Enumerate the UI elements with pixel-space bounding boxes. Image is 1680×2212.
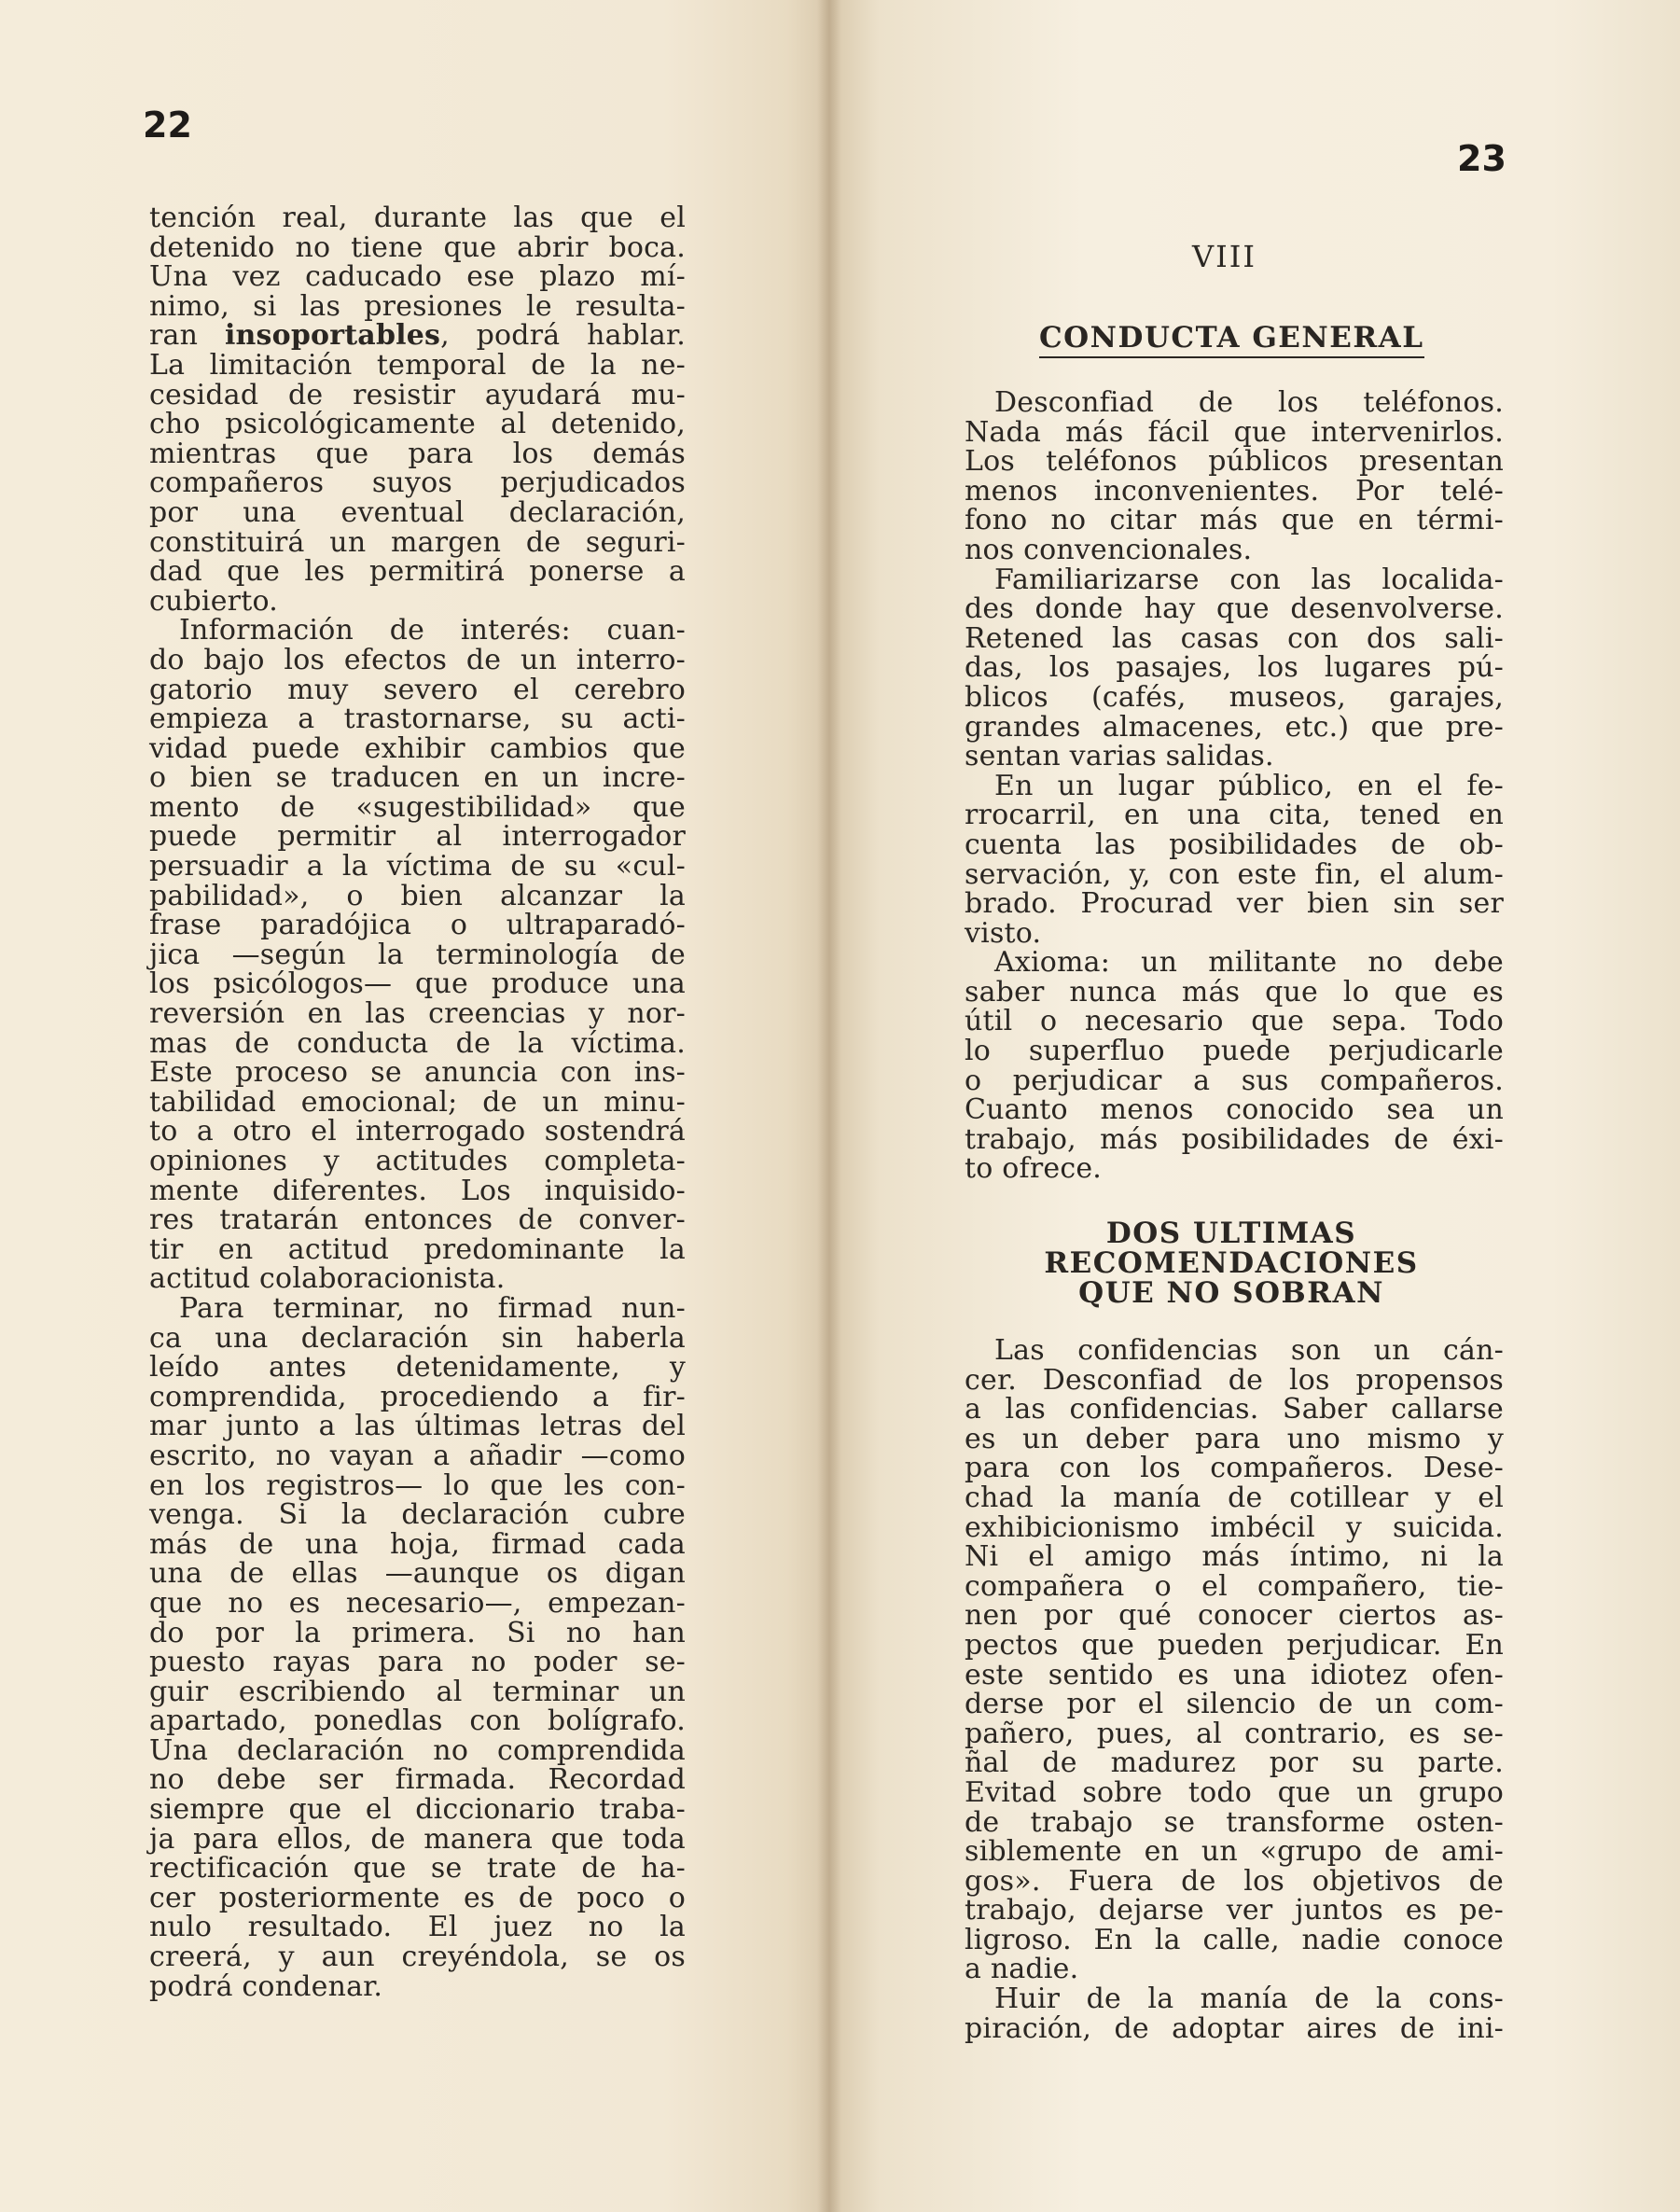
text-line: tención real, durante las que el [149, 202, 686, 234]
text-line: Ni el amigo más íntimo, ni la [965, 1540, 1504, 1574]
text-line: ja para ellos, de manera que toda [149, 1822, 686, 1856]
text-line: persuadir a la víctima de su «cul- [149, 850, 686, 883]
text-line: opiniones y actitudes completa- [149, 1145, 686, 1177]
text-line: mar junto a las últimas letras del [149, 1410, 686, 1443]
text-line: los psicólogos— que produce una [149, 967, 686, 1001]
text-line: gatorio muy severo el cerebro [149, 673, 686, 706]
text-line: a las confidencias. Saber callarse [965, 1393, 1504, 1426]
text-line: gos». Fuera de los objetivos de [965, 1864, 1504, 1898]
text-line: pectos que pueden perjudicar. En [965, 1628, 1504, 1662]
text-line: de trabajo se transforme osten- [965, 1805, 1504, 1839]
text-line: este sentido es una idiotez ofen- [965, 1658, 1504, 1691]
text-line: piración, de adoptar aires de ini- [965, 2011, 1504, 2045]
text-line: Una declaración no comprendida [149, 1733, 686, 1767]
text-line: Evitad sobre todo que un grupo [965, 1775, 1504, 1809]
text-line: Información de interés: cuan- [179, 614, 686, 647]
section-title-line: QUE NO SOBRAN [1078, 1276, 1384, 1310]
left-page-number: 22 [143, 104, 192, 146]
text-line: compañera o el compañero, tie- [965, 1569, 1504, 1603]
text-line: to a otro el interrogado sostendrá [149, 1115, 686, 1148]
text-line: no debe ser firmada. Recordad [149, 1763, 686, 1797]
text-line: apartado, ponedlas con bolígrafo. [149, 1704, 686, 1738]
text-line: Huir de la manía de la cons- [994, 1982, 1504, 2016]
chapter-number: VIII [1192, 239, 1257, 274]
text-line: ñal de madurez por su parte. [965, 1746, 1504, 1780]
text-line: ligroso. En la calle, nadie conoce [965, 1923, 1504, 1956]
text-line: pabilidad», o bien alcanzar la [149, 879, 686, 912]
text-line: detenido no tiene que abrir boca. [149, 230, 686, 264]
text-line: cubierto. [149, 584, 278, 618]
text-line: res tratarán entonces de conver- [149, 1203, 686, 1237]
text-line: siempre que el diccionario traba- [149, 1793, 686, 1827]
text-line: Las confidencias son un cán- [994, 1334, 1504, 1367]
text-line: pañero, pues, al contrario, es se- [965, 1717, 1504, 1750]
dos-ultimas-text [965, 1336, 1504, 2043]
text-line: exhibicionismo imbécil y suicida. [965, 1510, 1504, 1544]
section-title-dos-ultimas [1007, 1218, 1455, 1308]
text-line: do bajo los efectos de un interro- [149, 643, 686, 676]
text-line: cuenta las posibilidades de ob- [965, 828, 1504, 861]
text-line: Axioma: un militante no debe [994, 946, 1504, 980]
text-line: grandes almacenes, etc.) que pre- [965, 710, 1504, 744]
text-line: por una eventual declaración, [149, 495, 686, 529]
text-line: escrito, no vayan a añadir —como [149, 1439, 686, 1472]
text-line: empieza a trastornarse, su acti- [149, 703, 686, 736]
text-line: a nadie. [965, 1953, 1079, 1986]
text-line: actitud colaboracionista. [149, 1262, 506, 1296]
text-line: en los registros— lo que les con- [149, 1468, 686, 1502]
text-line: rectificación que se trate de ha- [149, 1852, 686, 1885]
text-line: compañeros suyos perjudicados [149, 466, 686, 500]
text-line: cer. Desconfiad de los propensos [965, 1363, 1504, 1397]
text-line: Para terminar, no firmad nun- [179, 1291, 686, 1325]
text-line: tabilidad emocional; de un minu- [149, 1085, 686, 1119]
text-line: blicos (cafés, museos, garajes, [965, 680, 1504, 714]
text-line: to ofrece. [965, 1152, 1103, 1186]
text-line: trabajo, más posibilidades de éxi- [965, 1122, 1504, 1156]
text-line: una de ellas —aunque os digan [149, 1557, 686, 1591]
text-line: dad que les permitirá ponerse a [149, 555, 686, 589]
text-line: das, los pasajes, los lugares pú- [965, 651, 1504, 685]
section-title-line: RECOMENDACIONES [1044, 1246, 1419, 1280]
text-line: des donde hay que desenvolverse. [965, 592, 1504, 626]
text-line: rrocarril, en una cita, tened en [965, 799, 1504, 832]
text-line: más de una hoja, firmad cada [149, 1527, 686, 1561]
text-line: Cuanto menos conocido sea un [965, 1093, 1504, 1127]
bold-word: insoportables [224, 319, 441, 353]
text-line: do por la primera. Si no han [149, 1616, 686, 1649]
text-line: vidad puede exhibir cambios que [149, 731, 686, 765]
text-line: Familiarizarse con las localida- [994, 563, 1504, 596]
text-line: nimo, si las presiones le resulta- [149, 289, 686, 323]
text-line: sentan varias salidas. [965, 740, 1274, 773]
text-line: nos convencionales. [965, 533, 1253, 566]
text-line: cer posteriormente es de poco o [149, 1881, 686, 1914]
text-line: para con los compañeros. Dese- [965, 1452, 1504, 1485]
text-line: que no es necesario—, empezan- [149, 1586, 686, 1620]
text-line: comprendida, procediendo a fir- [149, 1380, 686, 1413]
text-line: mente diferentes. Los inquisido- [149, 1174, 686, 1207]
text-line: leído antes detenidamente, y [149, 1351, 686, 1384]
text-line: brado. Procurad ver bien sin ser [965, 887, 1504, 921]
text-line: Los teléfonos públicos presentan [965, 445, 1504, 479]
text-line: frase paradójica o ultraparadó- [149, 909, 686, 942]
right-page-number: 23 [1457, 138, 1506, 179]
text-line: siblemente en un «grupo de ami- [965, 1835, 1504, 1869]
text-line: cho psicológicamente al detenido, [149, 408, 686, 441]
text-line: trabajo, dejarse ver juntos es pe- [965, 1894, 1504, 1927]
text-line: puede permitir al interrogador [149, 820, 686, 854]
text-line: reversión en las creencias y nor- [149, 997, 686, 1031]
text-line: constituirá un margen de seguri- [149, 525, 686, 559]
section-title-conducta-general: CONDUCTA GENERAL [1039, 321, 1424, 358]
text-line: menos inconvenientes. Por telé- [965, 474, 1504, 508]
text-line: ran insoportables, podrá hablar. [149, 319, 687, 353]
text-line: servación, y, con este fin, el alum- [965, 857, 1504, 891]
conducta-general-text [965, 388, 1504, 1184]
text-line: Nada más fácil que intervenirlos. [965, 415, 1504, 449]
text-line: mento de «sugestibilidad» que [149, 790, 686, 824]
text-line: chad la manía de cotillear y el [965, 1481, 1504, 1514]
text-line: útil o necesario que sepa. Todo [965, 1005, 1504, 1038]
text-line: mas de conducta de la víctima. [149, 1026, 686, 1060]
text-line: guir escribiendo al terminar un [149, 1675, 686, 1708]
text-line: Este proceso se anuncia con ins- [149, 1056, 686, 1090]
text-line: cesidad de resistir ayudará mu- [149, 378, 686, 411]
text-line: lo superfluo puede perjudicarle [965, 1035, 1504, 1068]
text-line: En un lugar público, en el fe- [994, 769, 1504, 802]
text-line: ca una declaración sin haberla [149, 1321, 686, 1355]
text-line: mientras que para los demás [149, 437, 686, 470]
text-line: es un deber para uno mismo y [965, 1422, 1504, 1455]
text-line: venga. Si la declaración cubre [149, 1498, 686, 1532]
text-line: fono no citar más que en térmi- [965, 504, 1504, 537]
section-title-line: DOS ULTIMAS [1105, 1217, 1357, 1250]
text-line: nen por qué conocer ciertos as- [965, 1599, 1504, 1633]
text-line: nulo resultado. El juez no la [149, 1911, 686, 1944]
text-line: saber nunca más que lo que es [965, 975, 1504, 1009]
text-line: derse por el silencio de un com- [965, 1688, 1504, 1721]
book-gutter [817, 0, 841, 2212]
text-line: tir en actitud predominante la [149, 1232, 686, 1266]
left-body-text [149, 203, 686, 2001]
text-line: podrá condenar. [149, 1969, 383, 2003]
text-line: Una vez caducado ese plazo mí- [149, 260, 686, 294]
text-line: o bien se traducen en un incre- [149, 761, 686, 795]
text-line: Desconfiad de los teléfonos. [994, 386, 1504, 419]
text-line: creerá, y aun creyéndola, se os [149, 1941, 686, 1974]
text-line: o perjudicar a sus compañeros. [965, 1064, 1504, 1097]
text-line: jica —según la terminología de [149, 938, 686, 971]
text-line: La limitación temporal de la ne- [149, 348, 686, 382]
text-line: puesto rayas para no poder se- [149, 1646, 686, 1679]
text-line: Retened las casas con dos sali- [965, 621, 1504, 655]
text-line: visto. [965, 916, 1042, 950]
